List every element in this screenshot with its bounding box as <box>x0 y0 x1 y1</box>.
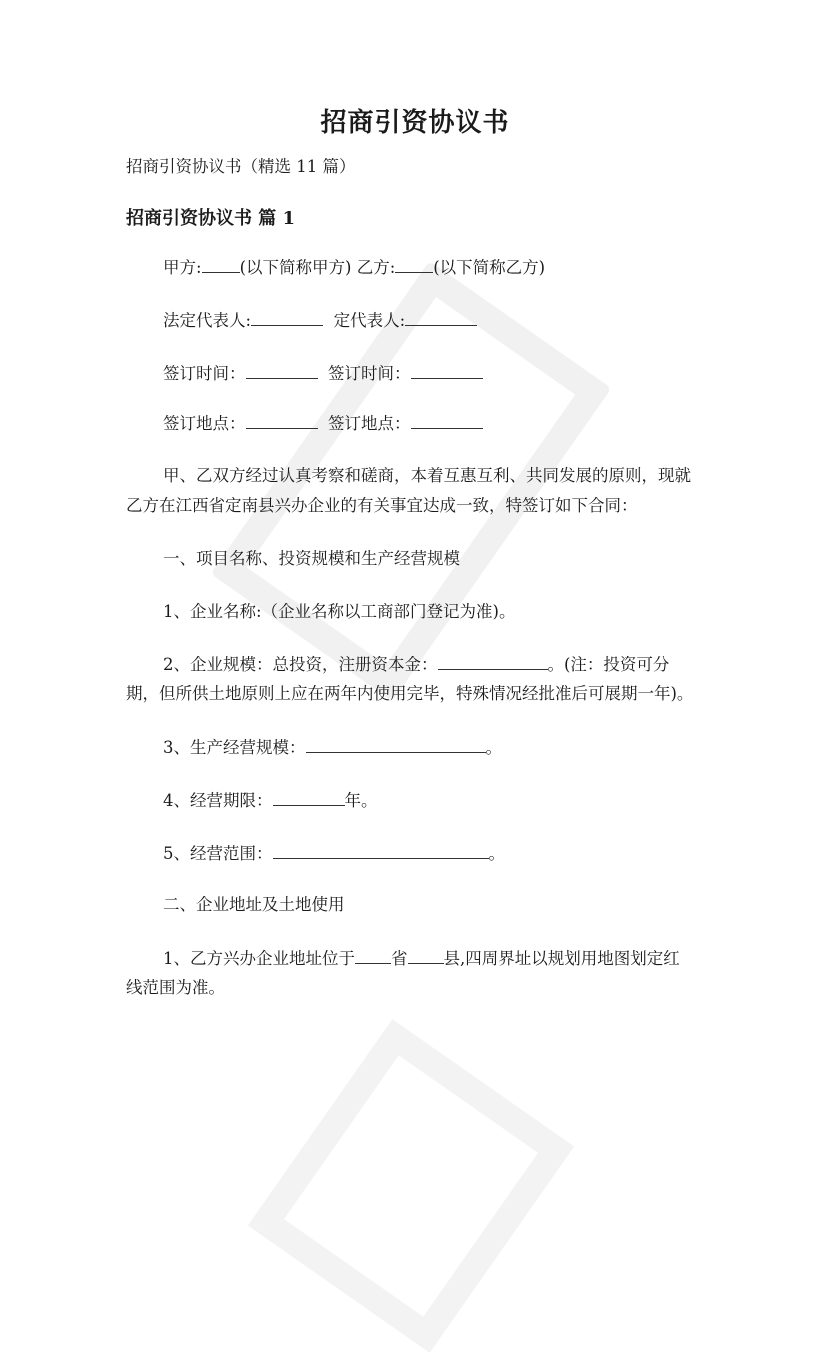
item-3-prefix: 3、生产经营规模： <box>163 738 306 757</box>
item-4 <box>163 789 378 812</box>
land-line-2: 线范围为准。 <box>126 978 225 997</box>
section-heading: 招商引资协议书 篇 1 <box>126 208 296 229</box>
intro-line-2: 乙方在江西省定南县兴办企业的有关事宜达成一致，特签订如下合同： <box>126 496 638 515</box>
party-a-label: 甲方: <box>163 258 202 277</box>
parties-line <box>163 256 545 279</box>
land-suffix: 县,四周界址以规划用地图划定红 <box>443 949 680 968</box>
watermark <box>248 1019 574 1353</box>
item-2-blank <box>438 653 548 670</box>
province-blank <box>355 947 391 964</box>
item-2-prefix: 2、企业规模：总投资，注册资本金： <box>163 655 438 674</box>
party-b-label: 乙方: <box>356 258 396 277</box>
item-5 <box>163 842 505 865</box>
item-2-suffix: 。(注：投资可分 <box>547 655 670 674</box>
party-a-blank <box>202 256 240 273</box>
document-title: 招商引资协议书 <box>320 108 510 138</box>
item-3-suffix: 。 <box>485 738 502 757</box>
item-5-prefix: 5、经营范围： <box>163 844 273 863</box>
item-4-blank <box>273 789 345 806</box>
section-2-heading: 二、企业地址及土地使用 <box>163 895 345 914</box>
rep-b-blank <box>405 309 477 326</box>
item-4-suffix: 年。 <box>344 791 378 810</box>
sign-time-line <box>163 362 483 385</box>
sign-time-a-blank <box>246 362 318 379</box>
item-2-line-2: 期，但所供土地原则上应在两年内使用完毕，特殊情况经批准后可展期一年)。 <box>126 684 694 703</box>
sign-time-b-blank <box>411 362 483 379</box>
intro-line-1: 甲、乙双方经过认真考察和磋商，本着互惠互利、共同发展的原则，现就 <box>163 466 691 485</box>
sign-place-b-label: 签订地点： <box>328 414 411 433</box>
rep-a-label: 法定代表人: <box>163 311 252 330</box>
item-3 <box>163 736 502 759</box>
land-line-1 <box>163 947 680 970</box>
item-2-line-1 <box>163 653 669 676</box>
sign-time-b-label: 签订时间： <box>328 364 411 383</box>
land-prefix: 1、乙方兴办企业地址位于 <box>163 949 355 968</box>
subtitle: 招商引资协议书（精选 11 篇） <box>126 157 356 176</box>
item-1: 1、企业名称:（企业名称以工商部门登记为准)。 <box>163 602 516 621</box>
sign-place-line <box>163 412 483 435</box>
item-3-blank <box>306 736 486 753</box>
sign-place-a-blank <box>246 412 318 429</box>
party-a-note: (以下简称甲方) <box>239 258 352 277</box>
rep-a-blank <box>251 309 323 326</box>
item-5-blank <box>273 842 489 859</box>
item-5-suffix: 。 <box>488 844 505 863</box>
item-4-prefix: 4、经营期限： <box>163 791 273 810</box>
party-b-blank <box>395 256 433 273</box>
sign-time-a-label: 签订时间： <box>163 364 246 383</box>
representative-line <box>163 309 477 332</box>
rep-b-label: 定代表人: <box>333 311 406 330</box>
sign-place-b-blank <box>411 412 483 429</box>
land-mid: 省 <box>391 949 408 968</box>
party-b-note: (以下简称乙方) <box>433 258 546 277</box>
section-1-heading: 一、项目名称、投资规模和生产经营规模 <box>163 549 460 568</box>
sign-place-a-label: 签订地点： <box>163 414 246 433</box>
county-blank <box>408 947 444 964</box>
